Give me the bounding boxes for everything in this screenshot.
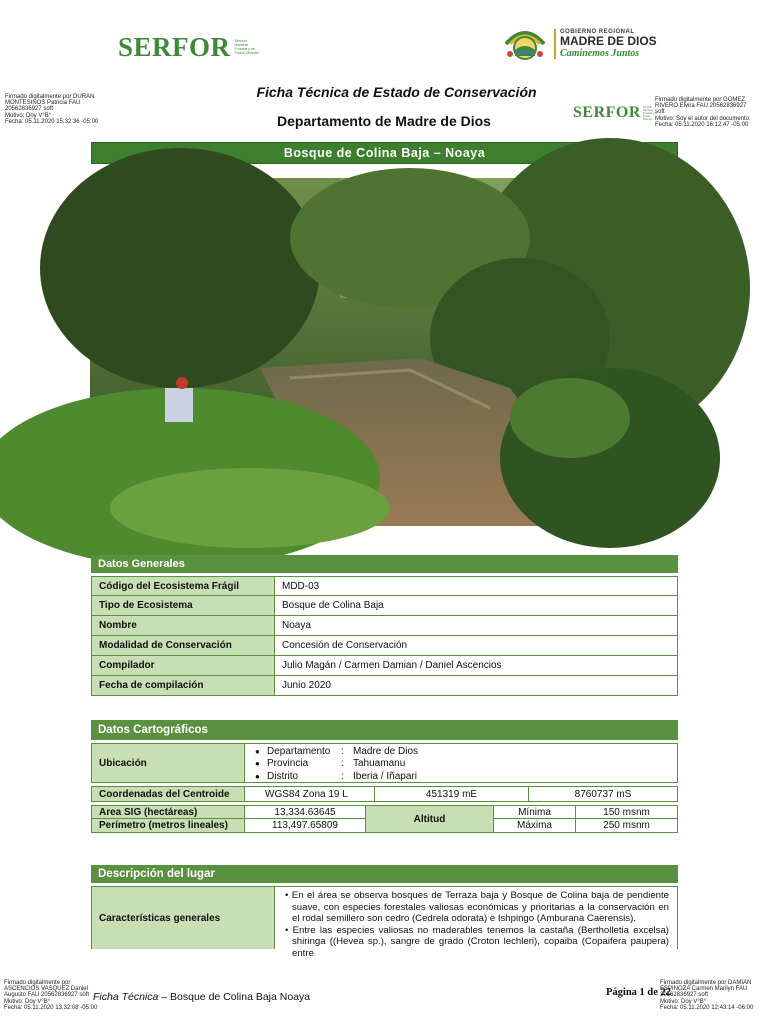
page-number: Página 1 de 22 xyxy=(606,987,672,998)
area-altitud-row xyxy=(91,805,678,833)
list-item xyxy=(255,770,677,783)
minima-value: 150 msnm xyxy=(576,806,677,819)
caracteristicas-label: Características generales xyxy=(91,887,275,949)
row-label: Código del Ecosistema Frágil xyxy=(91,577,275,595)
list-item xyxy=(255,745,677,758)
datos-cartograficos-table xyxy=(91,720,678,833)
gobierno-regional-line: GOBIERNO REGIONAL xyxy=(560,29,635,35)
bullet-icon: ● xyxy=(255,759,260,769)
gobierno-regional-text xyxy=(554,29,657,59)
bullet-icon: ● xyxy=(255,771,260,781)
ubicacion-key: Provincia xyxy=(267,758,309,770)
table-row xyxy=(91,636,678,656)
regional-emblem-icon xyxy=(502,24,548,64)
serfor-logo xyxy=(118,30,261,64)
caracteristicas-row xyxy=(91,886,678,959)
datos-cartograficos-heading: Datos Cartográficos xyxy=(91,720,678,740)
table-row xyxy=(91,616,678,636)
footer-italic-title: Ficha Técnica xyxy=(93,991,159,1003)
table-row xyxy=(91,676,678,696)
digital-signature-bottom-left: Firmado digitalmente por ASCENCIOS VASQUEZ Daniel Augusto FAU 20562836927 soft Motivo: Doy V°B° Fecha: 05.11.2020 13:32:08 -05:00 xyxy=(4,980,98,1011)
table-row xyxy=(91,596,678,616)
row-label: Compilador xyxy=(91,656,275,675)
serfor-signature-logo-text: SERFOR xyxy=(573,104,641,121)
row-value: Concesión de Conservación xyxy=(275,636,678,655)
table-row xyxy=(91,576,678,596)
ubicacion-value: Madre de Dios xyxy=(353,745,419,757)
caracteristicas-paragraph: • Entre las especies valiosas no maderables tenemos la castaña (Bertholletia excelsa) shiringa ((Hevea sp.), sangre de grado (Croton lechleri), copaiba (Copaifera paupera) entre xyxy=(285,924,669,959)
datum-value: WGS84 Zona 19 L xyxy=(245,787,375,801)
este-value: 451319 mE xyxy=(375,787,529,801)
descripcion-table xyxy=(91,865,678,959)
descripcion-heading: Descripción del lugar xyxy=(91,865,678,883)
row-label: Modalidad de Conservación xyxy=(91,636,275,655)
digital-signature-top-right: Firmado digitalmente por GOMEZ RIVERO Elvira FAU 20562836927 soft Motivo: Soy el autor del documento Fecha: 05.11.2020 16:12:47 -05:00 xyxy=(655,97,750,128)
altitud-label: Altitud xyxy=(366,806,494,832)
perimetro-label: Perímetro (metros lineales) xyxy=(99,820,228,831)
area-labels xyxy=(91,806,245,832)
document-subtitle: Departamento de Madre de Dios xyxy=(277,113,491,129)
serfor-logo-text: SERFOR xyxy=(118,31,231,62)
area-values xyxy=(245,806,366,832)
forest-stream-photo xyxy=(90,178,676,526)
caracteristicas-paragraph: • En el área se observa bosques de Terraza baja y Bosque de Colina baja de pendiente suave, con especies forestales valiosas económicas y prioritarias a la conservación en el rodal semillero son cedro (Cedrela odorata) e Ishpingo (Amburana Caerensis). xyxy=(285,890,669,924)
table-row xyxy=(91,656,678,676)
row-value: Julio Magán / Carmen Damian / Daniel Ascencios xyxy=(275,656,678,675)
slogan-line: Caminemos Juntos xyxy=(560,48,640,59)
datos-generales-table xyxy=(91,555,678,696)
row-value: Bosque de Colina Baja xyxy=(275,596,678,615)
ubicacion-value: Tahuamanu xyxy=(353,758,406,770)
madre-de-dios-line: MADRE DE DIOS xyxy=(560,34,657,48)
coordenadas-label: Coordenadas del Centroide xyxy=(91,787,245,801)
altitud-labels xyxy=(494,806,576,832)
colon-separator: : xyxy=(341,745,344,757)
perimetro-value: 113,497.65809 xyxy=(272,820,338,831)
sur-value: 8760737 mS xyxy=(529,787,678,801)
datos-generales-heading: Datos Generales xyxy=(91,555,678,573)
ubicacion-value: Iberia / Iñapari xyxy=(353,770,417,782)
altitud-values xyxy=(576,806,678,832)
colon-separator: : xyxy=(341,758,344,770)
list-item xyxy=(255,758,677,771)
row-label: Nombre xyxy=(91,616,275,635)
serfor-logo-tagline: Servicio Nacional Forestal y de Fauna Silvestre xyxy=(234,39,259,55)
ubicacion-key: Distrito xyxy=(267,770,299,782)
document-title: Ficha Técnica de Estado de Conservación xyxy=(256,84,537,100)
colon-separator: : xyxy=(341,770,344,782)
row-value: Junio 2020 xyxy=(275,676,678,695)
ubicacion-list xyxy=(245,744,678,782)
caracteristicas-text xyxy=(275,887,678,959)
minima-label: Mínima xyxy=(494,806,575,819)
area-value: 13,334.63645 xyxy=(245,806,365,819)
row-value: Noaya xyxy=(275,616,678,635)
bullet-icon: ● xyxy=(255,746,260,756)
digital-signature-top-left: Firmado digitalmente por DURAN MONTESINOS Patricia FAU 20562836927 soft Motivo: Doy V°B° Fecha: 05.11.2020 15:32:36 -05:00 xyxy=(5,94,99,125)
footer-title-rest: – Bosque de Colina Baja Noaya xyxy=(158,991,311,1003)
ubicacion-row xyxy=(91,743,678,783)
ubicacion-key: Departamento xyxy=(267,745,331,757)
footer-document-name xyxy=(93,991,310,1003)
ecosystem-title-bar: Bosque de Colina Baja – Noaya xyxy=(91,142,678,164)
area-label: Area SIG (hectáreas) xyxy=(92,806,244,819)
gobierno-regional-logo xyxy=(502,24,657,64)
maxima-label: Máxima xyxy=(516,820,552,831)
ubicacion-label: Ubicación xyxy=(91,744,245,782)
serfor-signature-logo-tagline: Servicio Nacional Forestal y de Fauna Silvestre xyxy=(642,105,658,121)
row-label: Fecha de compilación xyxy=(91,676,275,695)
row-value: MDD-03 xyxy=(275,577,678,595)
coordenadas-row xyxy=(91,786,678,802)
digital-signature-bottom-right: Firmado digitalmente por DAMIAN ESPINOZA Carmen Marilyn FAU 20562836927 soft Motivo: Doy V°B° Fecha: 05.11.2020 12:43:14 -06:00 xyxy=(660,980,754,1011)
row-label: Tipo de Ecosistema xyxy=(91,596,275,615)
maxima-value: 250 msnm xyxy=(603,820,650,831)
